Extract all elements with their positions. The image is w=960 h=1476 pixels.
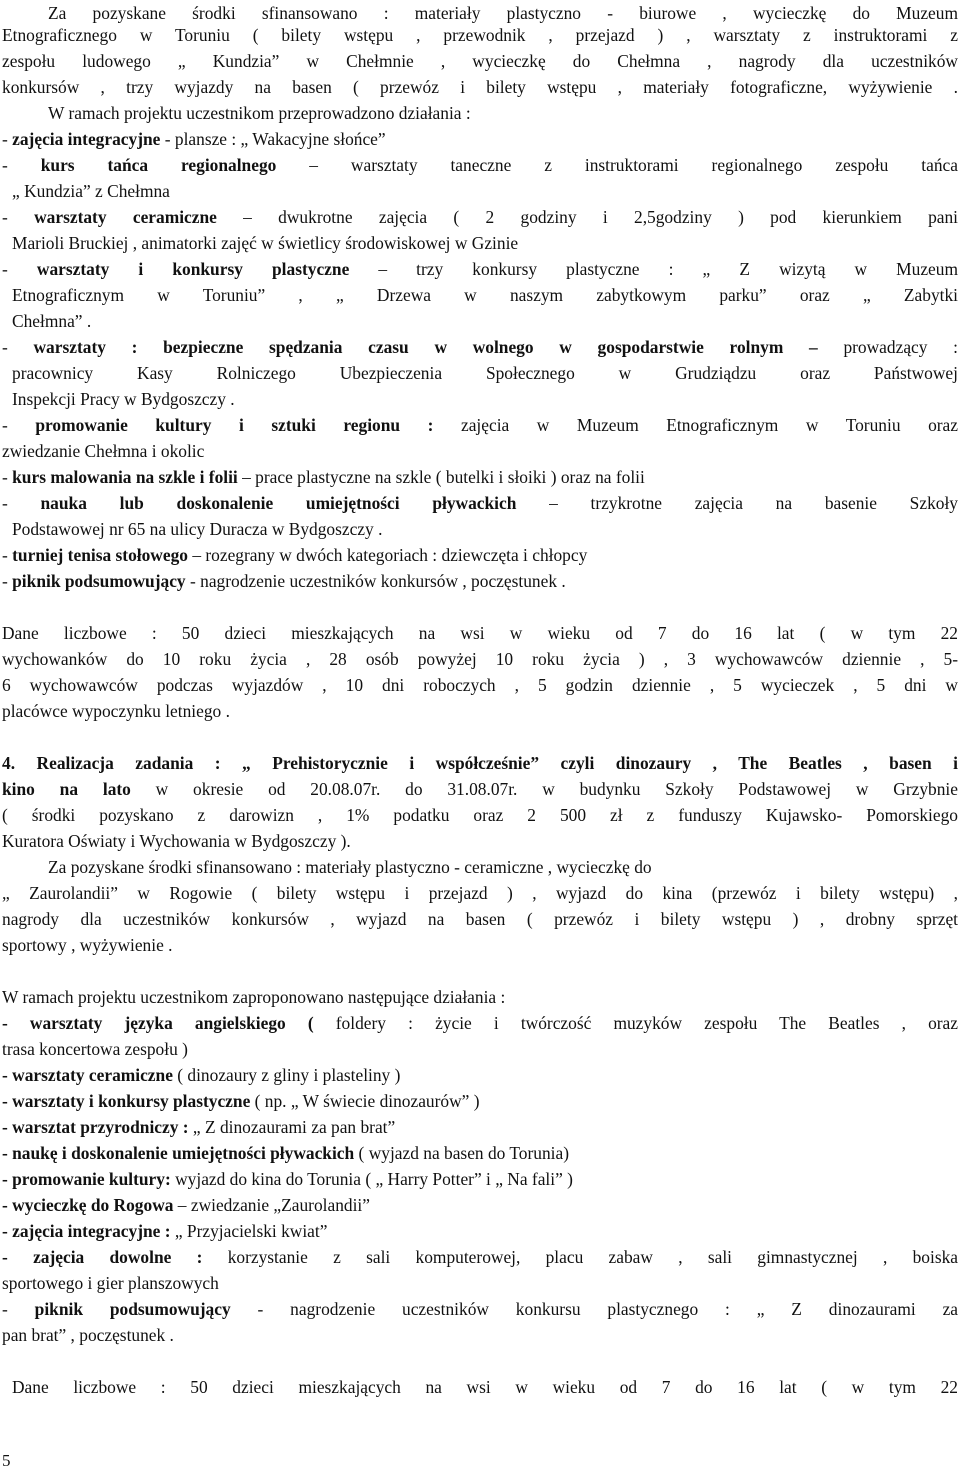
- text-line: [2, 1140, 958, 1166]
- bold-text-run: - zajęcia dowolne :: [2, 1247, 203, 1267]
- text-line: [12, 282, 958, 308]
- text-line: [2, 802, 958, 828]
- bold-text-run: - warsztaty i konkursy plastyczne: [2, 1091, 251, 1111]
- text-run: sportowy , wyżywienie .: [2, 935, 173, 955]
- bold-text-run: warsztaty : bezpieczne spędzania czasu w wolnego w gospodarstwie rolnym –: [33, 337, 818, 357]
- text-line: [2, 698, 958, 724]
- text-line: [2, 1166, 958, 1192]
- bold-text-run: kurs malowania na szkle i folii: [12, 467, 238, 487]
- text-line: [2, 22, 958, 48]
- text-line: [2, 1062, 958, 1088]
- text-line: [2, 1088, 958, 1114]
- text-run: – trzykrotne zajęcia na basenie Szkoły: [516, 493, 958, 513]
- text-line: [2, 646, 958, 672]
- bold-text-run: zajęcia integracyjne: [12, 129, 161, 149]
- text-line: [12, 230, 958, 256]
- text-line: [2, 48, 958, 74]
- text-run: Chełmna” .: [12, 311, 92, 331]
- text-line: [2, 1036, 958, 1062]
- text-run: nagrody dla uczestników konkursów , wyjazd na basen ( przewóz i bilety wstępu ) , drobny sprzęt: [2, 909, 958, 929]
- text-line: [12, 1374, 958, 1400]
- text-line: [12, 308, 958, 334]
- text-run: „ Z dinozaurami za pan brat”: [188, 1117, 396, 1137]
- text-line: [2, 464, 958, 490]
- text-line: [2, 438, 958, 464]
- text-line: [2, 568, 958, 594]
- text-run: zespołu ludowego „ Kundzia” w Chełmnie , wycieczkę do Chełmna , nagrody dla uczestników: [2, 51, 958, 71]
- text-run: prowadzący :: [817, 337, 958, 357]
- text-run: – trzy konkursy plastyczne : „ Z wizytą w Muzeum: [349, 259, 958, 279]
- text-line: [2, 906, 958, 932]
- bold-text-run: kurs tańca regionalnego: [40, 155, 277, 175]
- text-line: [2, 1322, 958, 1348]
- text-run: „ Przyjacielski kwiat”: [170, 1221, 328, 1241]
- bold-text-run: - naukę i doskonalenie umiejętności pływackich: [2, 1143, 355, 1163]
- text-run: „ Kundzia” z Chełmna: [12, 181, 170, 201]
- text-run: w okresie od 20.08.07r. do 31.08.07r. w budynku Szkoły Podstawowej w Grzybnie: [130, 779, 958, 799]
- text-run: – warsztaty taneczne z instruktorami regionalnego zespołu tańca: [276, 155, 958, 175]
- text-run: zwiedzanie Chełmna i okolic: [2, 441, 205, 461]
- text-run: Marioli Bruckiej , animatorki zajęć w świetlicy środowiskowej w Gzinie: [12, 233, 519, 253]
- text-line: [2, 828, 958, 854]
- text-line: [2, 620, 958, 646]
- text-line: [2, 880, 958, 906]
- text-line: [2, 1192, 958, 1218]
- text-line: [12, 178, 958, 204]
- text-line: [2, 490, 958, 516]
- text-line: [2, 1218, 958, 1244]
- bold-text-run: promowanie kultury i sztuki regionu :: [35, 415, 434, 435]
- text-run: - plansze : „ Wakacyjne słońce”: [160, 129, 386, 149]
- bold-text-run: piknik podsumowujący: [34, 1299, 231, 1319]
- text-run: Etnograficznego w Toruniu ( bilety wstępu , przewodnik , przejazd ) , warsztaty z instruktorami z: [2, 25, 958, 45]
- text-line: [12, 386, 958, 412]
- text-run: „ Zaurolandii” w Rogowie ( bilety wstępu i przejazd ) , wyjazd do kina (przewóz i bilety wstępu) ,: [2, 883, 958, 903]
- page-number: 5: [2, 1451, 11, 1470]
- text-line: [2, 1010, 958, 1036]
- bold-text-run: - promowanie kultury:: [2, 1169, 171, 1189]
- text-line: [2, 672, 958, 698]
- text-line: [48, 100, 958, 126]
- text-run: W ramach projektu uczestnikom zaproponowano następujące działania :: [2, 987, 506, 1007]
- text-line: [2, 1296, 958, 1322]
- bold-text-run: kino na lato: [2, 779, 131, 799]
- bold-text-run: - warsztaty ceramiczne: [2, 1065, 173, 1085]
- text-line: [12, 360, 958, 386]
- bold-text-run: nauka lub doskonalenie umiejętności pływackich: [40, 493, 517, 513]
- text-line: [2, 256, 958, 282]
- text-run: Dane liczbowe : 50 dzieci mieszkających na wsi w wieku od 7 do 16 lat ( w tym 22: [12, 1377, 958, 1397]
- text-run: placówce wypoczynku letniego .: [2, 701, 230, 721]
- bold-text-run: - zajęcia integracyjne :: [2, 1221, 171, 1241]
- text-run: ( środki pozyskano z darowizn , 1% podatku oraz 2 500 zł z funduszy Kujawsko- Pomorskiego: [2, 805, 958, 825]
- text-run: Inspekcji Pracy w Bydgoszczy .: [12, 389, 235, 409]
- text-line: [2, 334, 958, 360]
- text-run: -: [2, 207, 35, 227]
- text-run: -: [2, 259, 37, 279]
- text-line: [2, 542, 958, 568]
- text-run: -: [2, 493, 41, 513]
- text-line: [48, 854, 958, 880]
- text-run: W ramach projektu uczestnikom przeprowadzono działania :: [48, 103, 471, 123]
- text-line: [2, 776, 958, 802]
- text-line: [2, 204, 958, 230]
- text-run: Za pozyskane środki sfinansowano : materiały plastyczno - ceramiczne , wycieczkę do: [48, 857, 652, 877]
- text-line: [2, 1114, 958, 1140]
- bold-text-run: turniej tenisa stołowego: [12, 545, 188, 565]
- text-run: - nagrodzenie uczestników konkursów , poczęstunek .: [185, 571, 566, 591]
- text-run: Etnograficznym w Toruniu” , „ Drzewa w naszym zabytkowym parku” oraz „ Zabytki: [12, 285, 958, 305]
- text-run: -: [2, 415, 36, 435]
- text-run: – zwiedzanie „Zaurolandii”: [173, 1195, 370, 1215]
- text-run: -: [2, 467, 13, 487]
- text-run: – prace plastyczne na szkle ( butelki i słoiki ) oraz na folii: [237, 467, 645, 487]
- text-line: [2, 1244, 958, 1270]
- text-run: foldery : życie i twórczość muzyków zespołu The Beatles , oraz: [313, 1013, 958, 1033]
- bold-text-run: - wycieczkę do Rogowa: [2, 1195, 174, 1215]
- text-run: -: [2, 337, 34, 357]
- bold-text-run: 4. Realizacja zadania : „ Prehistorycznie i współcześnie” czyli dinozaury , The Beatles , basen i: [2, 753, 958, 773]
- bold-text-run: piknik podsumowujący: [12, 571, 186, 591]
- text-run: ( wyjazd na basen do Torunia): [354, 1143, 570, 1163]
- text-run: Kuratora Oświaty i Wychowania w Bydgoszczy ).: [2, 831, 351, 851]
- text-run: pan brat” , poczęstunek .: [2, 1325, 174, 1345]
- text-run: Dane liczbowe : 50 dzieci mieszkających na wsi w wieku od 7 do 16 lat ( w tym 22: [2, 623, 958, 643]
- text-run: – dwukrotne zajęcia ( 2 godziny i 2,5godziny ) pod kierunkiem pani: [216, 207, 958, 227]
- bold-text-run: - warsztat przyrodniczy :: [2, 1117, 189, 1137]
- text-run: – rozegrany w dwóch kategoriach : dziewczęta i chłopcy: [187, 545, 588, 565]
- text-run: sportowego i gier planszowych: [2, 1273, 219, 1293]
- text-run: zajęcia w Muzeum Etnograficznym w Toruniu oraz: [433, 415, 958, 435]
- text-run: wyjazd do kina do Torunia ( „ Harry Potter” i „ Na fali” ): [170, 1169, 573, 1189]
- text-run: korzystanie z sali komputerowej, placu zabaw , sali gimnastycznej , boiska: [202, 1247, 958, 1267]
- text-run: Za pozyskane środki sfinansowano : materiały plastyczno - biurowe , wycieczkę do Muzeum: [48, 3, 958, 23]
- text-line: [2, 750, 958, 776]
- text-line: [2, 1270, 958, 1296]
- text-run: ( dinozaury z gliny i plasteliny ): [172, 1065, 401, 1085]
- text-line: [2, 932, 958, 958]
- bold-text-run: warsztaty i konkursy plastyczne: [36, 259, 350, 279]
- text-run: pracownicy Kasy Rolniczego Ubezpieczenia Społecznego w Grudziądzu oraz Państwowej: [12, 363, 958, 383]
- text-run: 6 wychowawców podczas wyjazdów , 10 dni roboczych , 5 godzin dziennie , 5 wycieczek , 5 dni w: [2, 675, 958, 695]
- text-run: trasa koncertowa zespołu ): [2, 1039, 188, 1059]
- text-line: [2, 152, 958, 178]
- text-line: [2, 412, 958, 438]
- text-line: [2, 74, 958, 100]
- text-run: -: [2, 571, 13, 591]
- text-run: - nagrodzenie uczestników konkursu plastycznego : „ Z dinozaurami za: [230, 1299, 958, 1319]
- text-line: [2, 126, 958, 152]
- text-run: -: [2, 129, 13, 149]
- text-run: ( np. „ W świecie dinozaurów” ): [250, 1091, 480, 1111]
- text-run: wychowanków do 10 roku życia , 28 osób powyżej 10 roku życia ) , 3 wychowawców dziennie , 5-: [2, 649, 958, 669]
- bold-text-run: - warsztaty języka angielskiego (: [2, 1013, 314, 1033]
- text-run: -: [2, 545, 13, 565]
- text-run: -: [2, 155, 41, 175]
- text-run: konkursów , trzy wyjazdy na basen ( przewóz i bilety wstępu , materiały fotograficzne, wyżywienie .: [2, 77, 958, 97]
- text-line: [2, 984, 958, 1010]
- text-line: [12, 516, 958, 542]
- text-run: Podstawowej nr 65 na ulicy Duracza w Bydgoszczy .: [12, 519, 383, 539]
- text-run: -: [2, 1299, 35, 1319]
- bold-text-run: warsztaty ceramiczne: [34, 207, 217, 227]
